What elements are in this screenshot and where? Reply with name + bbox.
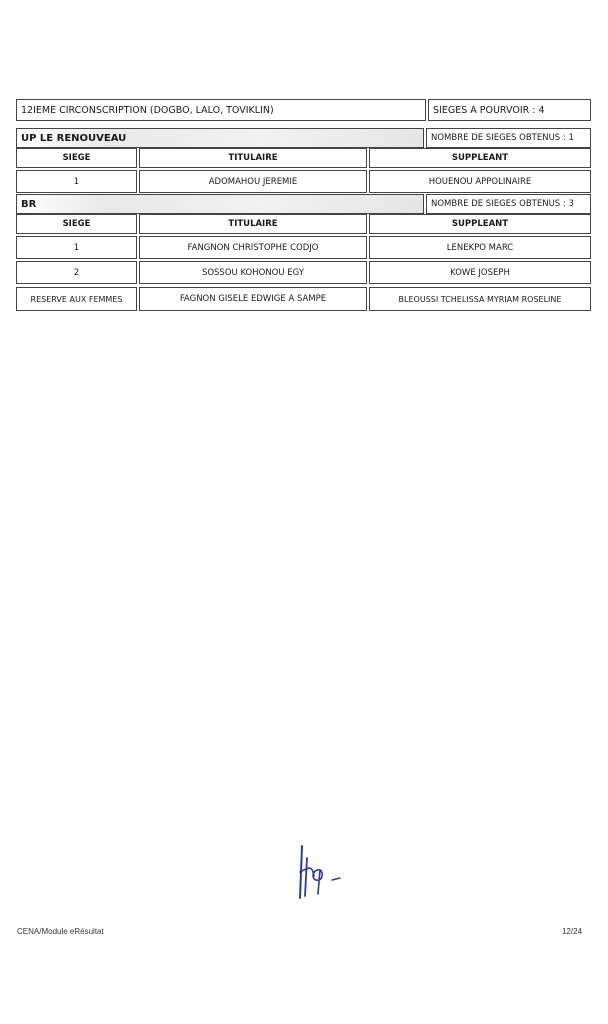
table-cell-titulaire: ADOMAHOU JEREMIE [139, 170, 367, 193]
table-cell-titulaire: FAGNON GISELE EDWIGE A SAMPE [139, 287, 367, 311]
column-header-siege: SIEGE [16, 148, 137, 168]
table-cell-suppleant: HOUENOU APPOLINAIRE [369, 170, 591, 193]
page-number: 12/24 [562, 927, 583, 936]
column-header-suppleant: SUPPLEANT [369, 148, 591, 168]
table-cell-titulaire: FANGNON CHRISTOPHE CODJO [139, 236, 367, 259]
table-cell-siege: 1 [16, 170, 137, 193]
table-cell-siege: 2 [16, 261, 137, 284]
column-header-siege: SIEGE [16, 214, 137, 234]
table-cell-suppleant: LENEKPO MARC [369, 236, 591, 259]
column-header-suppleant: SUPPLEANT [369, 214, 591, 234]
table-cell-titulaire: SOSSOU KOHONOU EGY [139, 261, 367, 284]
sieges-obtenus: NOMBRE DE SIEGES OBTENUS : 1 [426, 128, 591, 148]
party-name: UP LE RENOUVEAU [16, 128, 424, 148]
sieges-obtenus: NOMBRE DE SIEGES OBTENUS : 3 [426, 194, 591, 214]
signature [292, 838, 352, 904]
column-header-titulaire: TITULAIRE [139, 214, 367, 234]
table-cell-siege: RESERVE AUX FEMMES [16, 287, 137, 311]
table-cell-suppleant: BLEOUSSI TCHELISSA MYRIAM ROSELINE [369, 287, 591, 311]
party-name: BR [16, 194, 424, 214]
column-header-titulaire: TITULAIRE [139, 148, 367, 168]
footer-source: CENA/Module eRésultat [17, 927, 104, 936]
table-cell-siege: 1 [16, 236, 137, 259]
table-cell-suppleant: KOWE JOSEPH [369, 261, 591, 284]
circonscription-title: 12IEME CIRCONSCRIPTION (DOGBO, LALO, TOVIKLIN) [16, 99, 426, 121]
sieges-a-pourvoir: SIEGES A POURVOIR : 4 [428, 99, 591, 121]
